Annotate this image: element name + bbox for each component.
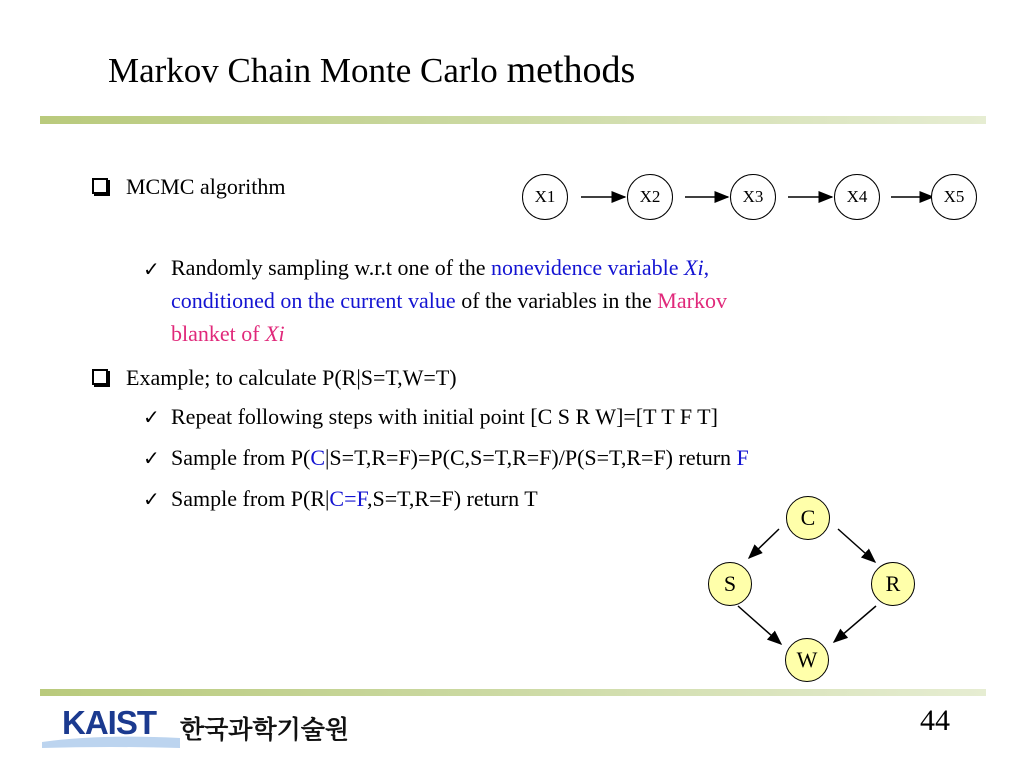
kaist-logo: KAIST <box>62 704 156 741</box>
checkmark-icon: ✓ <box>143 446 160 470</box>
text-segment: Sample from P( <box>171 445 311 470</box>
chain-node-x4: X4 <box>834 174 880 220</box>
text-segment-highlight: F <box>736 445 749 470</box>
text-segment: |S=T,R=F)=P(C,S=T,R=F)/P(S=T,R=F) return <box>325 445 737 470</box>
text-segment-highlight: C=F <box>329 486 367 511</box>
text-segment-highlight: C <box>310 445 326 470</box>
title-part-2: methods <box>506 49 636 91</box>
text-segment-highlight: conditioned on the current value <box>171 288 456 313</box>
arrow-s-to-w <box>738 606 781 644</box>
arrow-c-to-r <box>838 529 875 562</box>
text-segment-pink: blanket of <box>171 321 266 346</box>
chain-node-x5: X5 <box>931 174 977 220</box>
text-segment: ,S=T,R=F) return T <box>366 486 538 511</box>
text-segment-highlight: nonevidence variable <box>490 255 684 280</box>
chain-node-x3: X3 <box>730 174 776 220</box>
bullet-example: Example; to calculate P(R|S=T,W=T) <box>126 365 457 390</box>
footer-divider <box>40 689 986 696</box>
arrow-c-to-s <box>749 529 779 558</box>
checkmark-icon: ✓ <box>143 257 160 281</box>
text-segment-highlight: , <box>703 255 710 280</box>
text-segment-variable: Xi <box>684 255 704 280</box>
chain-node-x1: X1 <box>522 174 568 220</box>
page-number: 44 <box>920 704 950 737</box>
text-segment: Randomly sampling w.r.t one of the <box>171 255 491 280</box>
text-segment-variable: Xi <box>265 321 285 346</box>
checkmark-icon: ✓ <box>143 487 160 511</box>
text-segment-pink: Markov <box>657 288 727 313</box>
network-node-c: C <box>786 496 830 540</box>
arrow-r-to-w <box>834 606 876 642</box>
title-part-1: Markov Chain Monte Carlo <box>108 51 507 90</box>
bullet-mcmc-algorithm: MCMC algorithm <box>126 174 286 199</box>
network-node-s: S <box>708 562 752 606</box>
network-node-r: R <box>871 562 915 606</box>
checkmark-icon: ✓ <box>143 405 160 429</box>
network-node-w: W <box>785 638 829 682</box>
sub-bullet-repeat-steps: Repeat following steps with initial point [C S R W]=[T T F T] <box>171 404 718 429</box>
text-segment: Sample from P(R| <box>171 486 330 511</box>
text-segment: of the variables in the <box>455 288 658 313</box>
institute-name: 한국과학기술원 <box>180 715 350 744</box>
chain-node-x2: X2 <box>627 174 673 220</box>
